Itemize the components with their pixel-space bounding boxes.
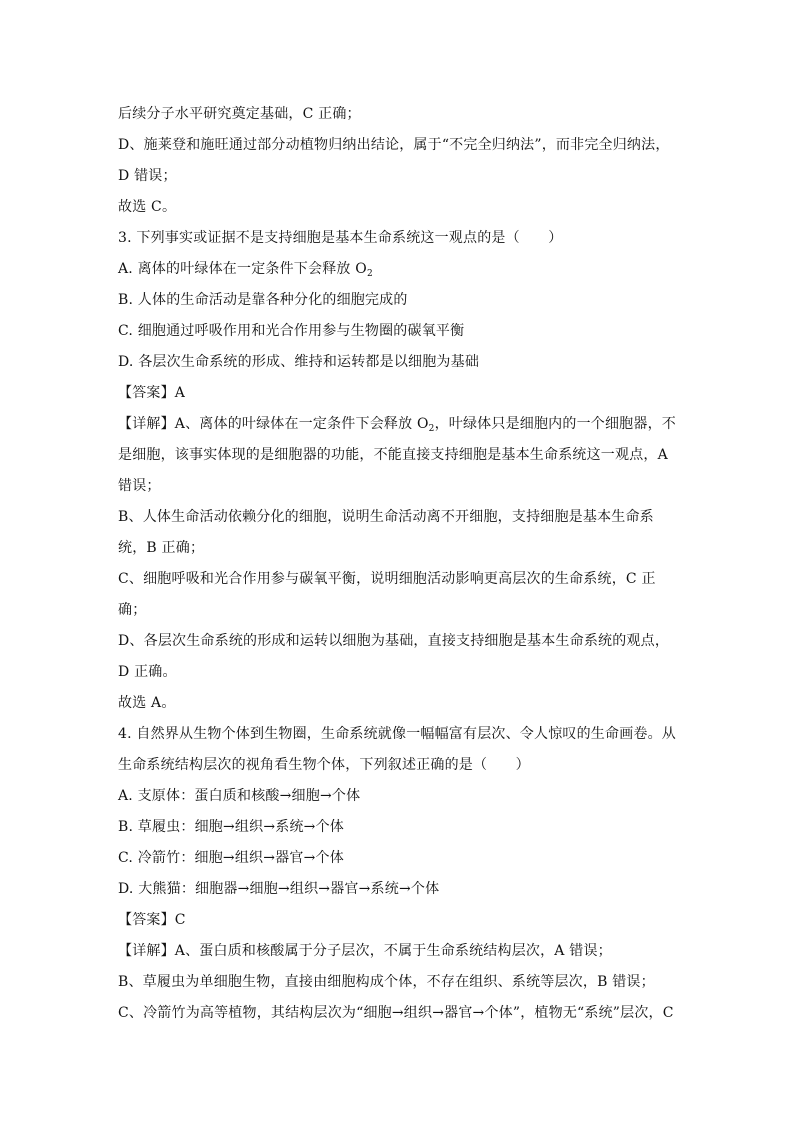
text-line: 确； <box>118 602 147 618</box>
question-4-option-b: B. 草履虫：细胞→组织→系统→个体 <box>118 819 344 835</box>
question-4-option-a: A. 支原体：蛋白质和核酸→细胞→个体 <box>118 788 361 804</box>
answer-label: 【答案】C <box>118 912 186 928</box>
subscript: 2 <box>366 269 373 279</box>
text-line: 是细胞，该事实体现的是细胞器的功能，不能直接支持细胞是基本生命系统这一观点，A <box>118 447 668 463</box>
question-4-option-d: D. 大熊猫：细胞器→细胞→组织→器官→系统→个体 <box>118 881 440 897</box>
option-a-text: A. 离体的叶绿体在一定条件下会释放 O <box>118 261 367 277</box>
text-line: B、草履虫为单细胞生物，直接由细胞构成个体，不存在组织、系统等层次，B 错误； <box>118 974 655 990</box>
text-line: D 正确。 <box>118 664 177 680</box>
question-3-option-c: C. 细胞通过呼吸作用和光合作用参与生物圈的碳氧平衡 <box>118 323 465 339</box>
explanation-start: 【详解】A、离体的叶绿体在一定条件下会释放 O <box>118 416 429 432</box>
question-3-option-a <box>118 260 678 278</box>
text-line: 故选 A。 <box>118 695 176 711</box>
explanation-rest: ，叶绿体只是细胞内的一个细胞器，不 <box>434 416 676 432</box>
explanation-line <box>118 415 678 433</box>
question-4-option-c: C. 冷箭竹：细胞→组织→器官→个体 <box>118 850 344 866</box>
question-3-option-d: D. 各层次生命系统的形成、维持和运转都是以细胞为基础 <box>118 354 480 370</box>
text-line: D、施莱登和施旺通过部分动植物归纳出结论，属于“不完全归纳法”，而非完全归纳法， <box>118 137 670 153</box>
text-line: C、细胞呼吸和光合作用参与碳氧平衡，说明细胞活动影响更高层次的生命系统，C 正 <box>118 571 656 587</box>
text-line: 统，B 正确； <box>118 540 205 556</box>
text-line: C、冷箭竹为高等植物，其结构层次为“细胞→组织→器官→个体”，植物无“系统”层次，C <box>118 1005 674 1021</box>
text-line: D、各层次生命系统的形成和运转以细胞为基础，直接支持细胞是基本生命系统的观点， <box>118 633 670 649</box>
answer-label: 【答案】A <box>118 385 186 401</box>
question-4-stem: 4. 自然界从生物个体到生物圈，生命系统就像一幅幅富有层次、令人惊叹的生命画卷。从 <box>118 726 677 742</box>
question-3-option-b: B. 人体的生命活动是靠各种分化的细胞完成的 <box>118 292 408 308</box>
text-line: B、人体生命活动依赖分化的细胞，说明生命活动离不开细胞，支持细胞是基本生命系 <box>118 509 654 525</box>
text-line: 故选 C。 <box>118 199 177 215</box>
subscript: 2 <box>428 424 435 434</box>
text-line: 后续分子水平研究奠定基础，C 正确； <box>118 106 361 122</box>
question-4-stem-cont: 生命系统结构层次的视角看生物个体，下列叙述正确的是（ ） <box>118 757 530 773</box>
text-line: D 错误； <box>118 168 177 184</box>
question-3-stem: 3. 下列事实或证据不是支持细胞是基本生命系统这一观点的是（ ） <box>118 230 563 246</box>
text-line: 【详解】A、蛋白质和核酸属于分子层次，不属于生命系统结构层次，A 错误； <box>118 943 612 959</box>
text-line: 错误； <box>118 478 161 494</box>
